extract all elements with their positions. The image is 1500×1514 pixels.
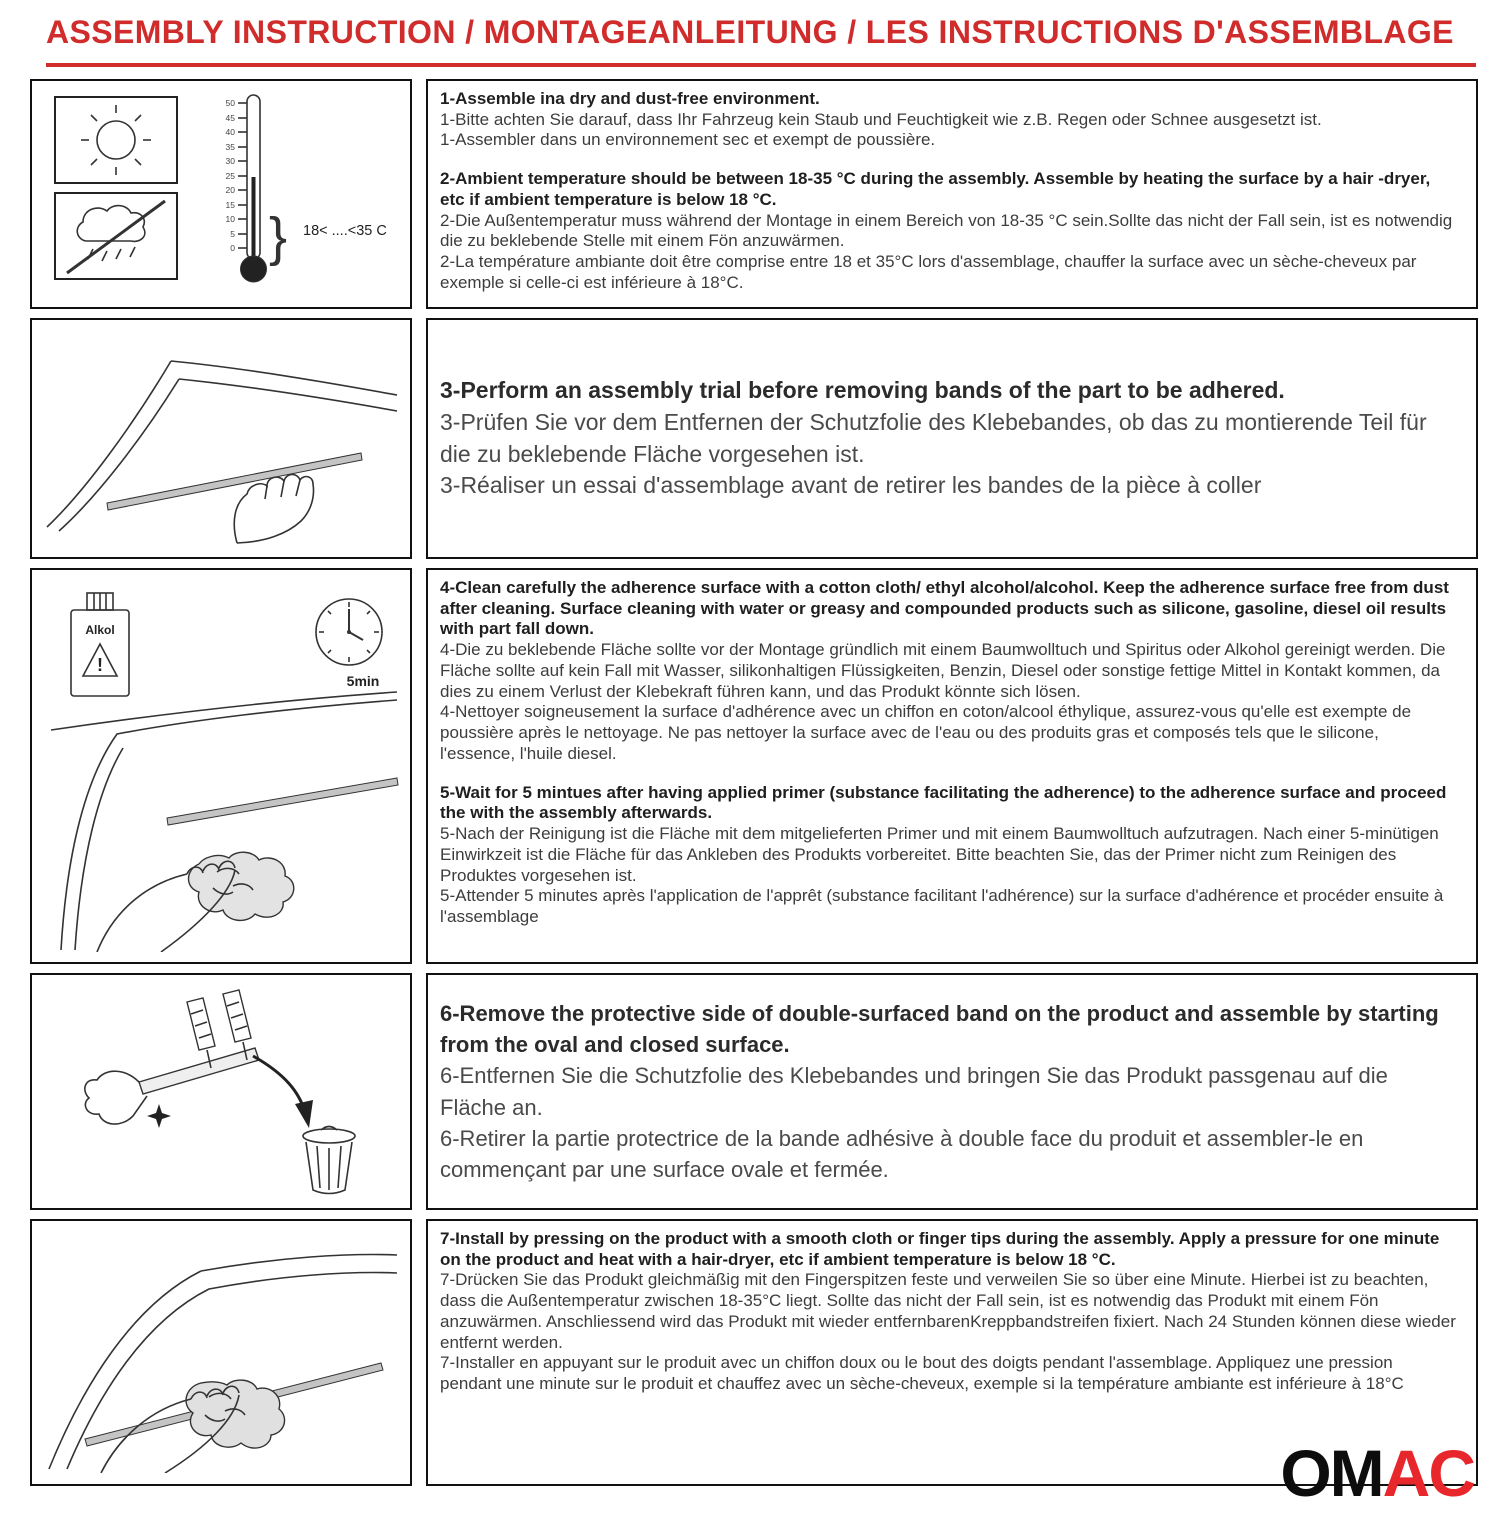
- instruction-text-trial: [426, 318, 1478, 559]
- instructions-header: [46, 14, 1476, 67]
- thermometer-tick-label: 30: [225, 156, 235, 166]
- alcohol-bottle-icon: [71, 593, 129, 696]
- instruction-en: 1-Assemble ina dry and dust-free environment.: [440, 89, 820, 108]
- instruction-de: 1-Bitte achten Sie darauf, dass Ihr Fahrzeug kein Staub und Feuchtigkeit wie z.B. Regen oder Schnee ausgesetzt ist.: [440, 109, 1322, 129]
- instruction-en: 4-Clean carefully the adherence surface with a cotton cloth/ ethyl alcohol/alcohol. Keep the adherence surface free from dust after cleaning. Surface cleaning with water or greasy and compounded products such as silicone, gasoline, diesel oil results with part fall down.: [440, 578, 1449, 639]
- omac-logo-black: OM: [1280, 1436, 1383, 1510]
- thermometer-tick-label: 20: [225, 185, 235, 195]
- arrow-icon: [253, 1056, 313, 1128]
- illustration-box-trial: [30, 318, 412, 559]
- clock-duration-label: 5min: [346, 673, 380, 689]
- instruction-row-cleaning: [30, 568, 1478, 964]
- instruction-row-trial: [30, 318, 1478, 559]
- thermometer-tick-label: 10: [225, 214, 235, 224]
- instruction-text-environment: [426, 79, 1478, 309]
- svg-text:!: !: [97, 655, 103, 675]
- instruction-fr: 6-Retirer la partie protectrice de la bande adhésive à double face du produit et assembler-le en commençant par une surface ovale et fermée.: [440, 1125, 1364, 1182]
- omac-logo: [1280, 1436, 1474, 1510]
- bottle-label: Alkol: [85, 623, 115, 637]
- no-rain-icon: [55, 193, 177, 279]
- instruction-row-remove-band: [30, 973, 1478, 1210]
- instruction-de: 6-Entfernen Sie die Schutzfolie des Klebebandes und bringen Sie das Produkt passgenau auf die Fläche an.: [440, 1063, 1388, 1120]
- cloth-icon: [189, 852, 294, 920]
- instruction-de: 7-Drücken Sie das Produkt gleichmäßig mit den Fingerspitzen feste und verweilen Sie so über eine Minute. Hierbei ist zu beachten, dass die Außentemperatur zwischen 18-35°C liegt. Sollte das nicht der Fall sein, ist es notwendig das Produkt mit einem Fön anzuwärmen. Anschliessend wird das Produkt mit wieder entfernbarenKreppbandstreifen fixiert. Nach 24 Stunden können diese wieder entfernt werden.: [440, 1270, 1456, 1352]
- instruction-en: 5-Wait for 5 mintues after having applied primer (substance facilitating the adherence) to the adherence surface and proceed the with the assembly afterwards.: [440, 782, 1447, 823]
- press-install-illustration: [41, 1233, 401, 1473]
- instruction-rows: [30, 79, 1478, 1486]
- climate-illustration: [41, 89, 401, 299]
- cloth-icon: [186, 1380, 285, 1448]
- trim-strip: [107, 453, 362, 510]
- instruction-row-environment: [30, 79, 1478, 309]
- sparkle-icon: [147, 1104, 171, 1128]
- thermometer-tick-label: 50: [225, 98, 235, 108]
- cleaning-illustration: [41, 580, 401, 952]
- instruction-fr: 7-Installer en appuyant sur le produit avec un chiffon doux ou le bout des doigts pendant l'assemblage. Appliquez une pression pendant une minute sur le produit et chauffez avec un sèche-cheveux, exemple si la température ambiante est inférieure à 18°C: [440, 1353, 1404, 1394]
- trial-fit-illustration: [41, 333, 401, 545]
- thermometer-tick-label: 0: [230, 243, 235, 253]
- instruction-de: 4-Die zu beklebende Fläche sollte vor der Montage gründlich mit einem Baumwolltuch und Spiritus oder Alkohol gereinigt werden. Die Fläche sollte auf kein Fall mit Wasser, silikonhaltigen Flüssigkeiten, Benzin, Diesel oder sonstige fettige Mittel in Kontakt kommen, da dies zu einem Verlust der Klebekraft führen kann, und das Produkt könnte sich lösen.: [440, 640, 1446, 701]
- illustration-box-remove-band: [30, 973, 412, 1210]
- omac-logo-red: AC: [1382, 1436, 1474, 1510]
- instruction-fr: 5-Attender 5 minutes après l'application de l'apprêt (substance facilitant l'adhérence) sur la surface d'adhérence et procéder ensuite à l'assemblage: [440, 886, 1444, 927]
- remove-band-illustration: [41, 986, 401, 1198]
- instruction-en: 6-Remove the protective side of double-surfaced band on the product and assemble by starting from the oval and closed surface.: [440, 1000, 1439, 1058]
- instruction-fr: 2-La température ambiante doit être comprise entre 18 et 35°C lors d'assemblage, chauffer la surface avec un sèche-cheveux par exemple si celle-ci est inférieure à 18°C.: [440, 252, 1417, 292]
- instruction-text-remove-band: [426, 973, 1478, 1210]
- instruction-en: 2-Ambient temperature should be between 18-35 °C during the assembly. Assemble by heating the surface by a hair -dryer, etc if ambient temperature is below 18 °C.: [440, 169, 1431, 209]
- instruction-fr: 1-Assembler dans un environnement sec et exempt de poussière.: [440, 130, 936, 150]
- thermometer-tick-label: 25: [225, 171, 235, 181]
- sun-icon: [55, 97, 177, 183]
- illustration-box-climate: [30, 79, 412, 309]
- instruction-fr: 3-Réaliser un essai d'assemblage avant de retirer les bandes de la pièce à coller: [440, 472, 1262, 499]
- thermometer-tick-label: 15: [225, 200, 235, 210]
- instruction-de: 3-Prüfen Sie vor dem Entfernen der Schutzfolie des Klebebandes, ob das zu montierende Teil für die zu beklebende Fläche vorgesehen ist.: [440, 408, 1427, 467]
- instruction-en: 7-Install by pressing on the product with a smooth cloth or finger tips during the assembly. Apply a pressure for one minute on the product and heat with a hair-dryer, etc if ambient temperature is below 18 °C.: [440, 1229, 1440, 1269]
- thermometer-tick-label: 40: [225, 127, 235, 137]
- thermometer-icon: [226, 95, 267, 282]
- range-bracket: }: [269, 207, 288, 267]
- hand-icon: [85, 1071, 147, 1124]
- instruction-row-press-install: [30, 1219, 1478, 1486]
- page-title: ASSEMBLY INSTRUCTION / MONTAGEANLEITUNG / LES INSTRUCTIONS D'ASSEMBLAGE: [46, 14, 1454, 50]
- hand-icon: [234, 474, 313, 543]
- assembly-instruction-page: [0, 14, 1500, 1514]
- instruction-de: 5-Nach der Reinigung ist die Fläche mit dem mitgelieferten Primer und mit einem Baumwolltuch aufzutragen. Nach einer 5-minütigen Einwirkzeit ist die Fläche für das Ankleben des Produkts vorbereitet. Bitte beachten Sie, das der Primer nicht zum Reinigen des Produktes vorgesehen ist.: [440, 824, 1439, 885]
- illustration-box-cleaning: [30, 568, 412, 964]
- instruction-fr: 4-Nettoyer soigneusement la surface d'adhérence avec un chiffon en coton/alcool éthylique, assurez-vous qu'elle est exempte de poussière après le nettoyage. Ne pas nettoyer la surface avec de l'eau ou des produits gras et composés tels que le silicone, l'essence, l'huile diesel.: [440, 702, 1412, 763]
- temperature-range-label: 18< ....<35 C: [303, 223, 387, 239]
- thermometer-tick-label: 45: [225, 113, 235, 123]
- instruction-de: 2-Die Außentemperatur muss während der Montage in einem Bereich von 18-35 °C sein.Sollte das nicht der Fall sein, ist es notwendig die zu beklebende Stelle mit einem Fön anzuwärmen.: [440, 210, 1453, 251]
- illustration-box-press-install: [30, 1219, 412, 1486]
- warning-triangle-icon: [83, 644, 117, 676]
- clock-icon: [316, 599, 382, 665]
- instruction-text-cleaning: [426, 568, 1478, 964]
- trash-can-icon: [303, 1126, 355, 1193]
- instruction-en: 3-Perform an assembly trial before removing bands of the part to be adhered.: [440, 377, 1285, 404]
- thermometer-tick-label: 35: [225, 142, 235, 152]
- trim-strip: [167, 778, 398, 825]
- thermometer-tick-label: 5: [230, 229, 235, 239]
